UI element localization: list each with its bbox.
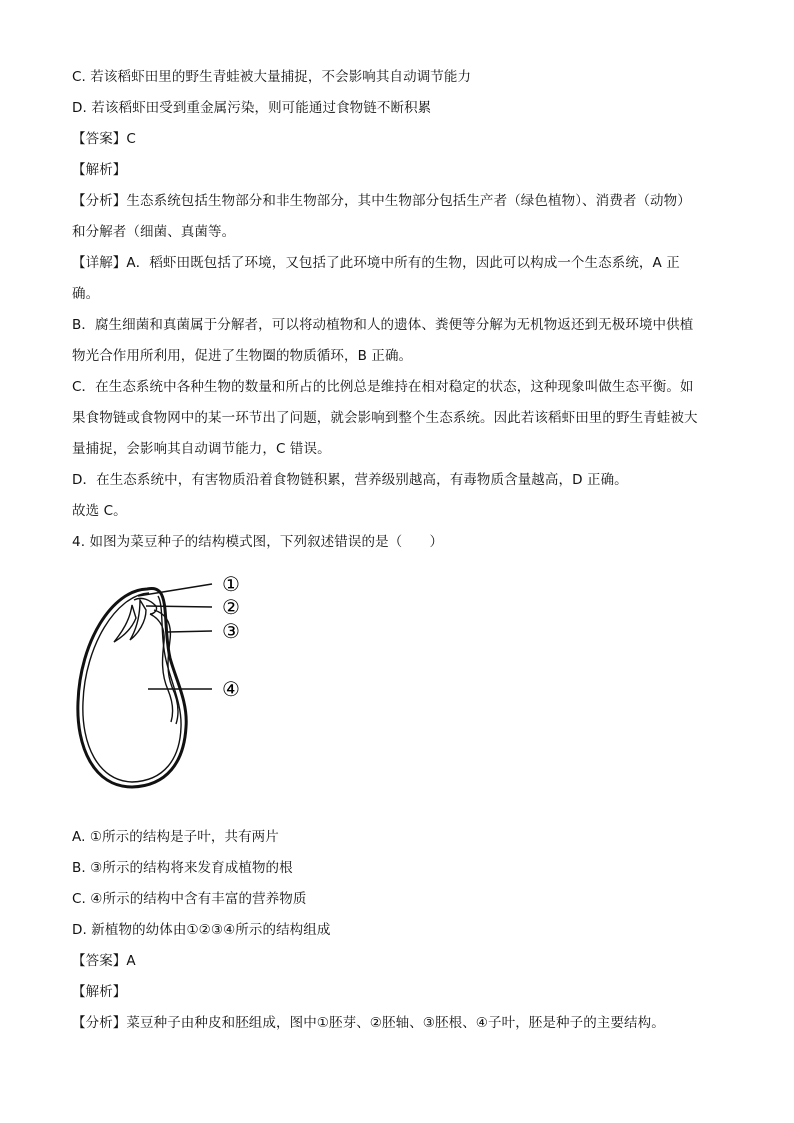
text-line: 确。 [72, 286, 100, 302]
label-4: ④ [222, 677, 240, 701]
text-line: 和分解者（细菌、真菌等。 [72, 224, 236, 240]
label-3: ③ [222, 619, 240, 643]
text-line: 量捕捉，会影响其自动调节能力，C 错误。 [72, 441, 331, 457]
text-line: 物光合作用所利用，促进了生物圈的物质循环，B 正确。 [72, 348, 413, 364]
text-line: 故选 C。 [72, 503, 127, 519]
option-line: A. ①所示的结构是子叶，共有两片 [72, 829, 279, 845]
label-1: ① [222, 572, 240, 596]
option-line: 【解析】 [72, 984, 127, 1000]
text-line: D．在生态系统中，有害物质沿着食物链积累，营养级别越高，有毒物质含量越高，D 正确。 [72, 472, 628, 488]
text-block-top [72, 62, 722, 558]
label-2: ② [222, 595, 240, 619]
text-line: 【详解】A．稻虾田既包括了环境，又包括了此环境中所有的生物，因此可以构成一个生态系统，A 正 [72, 255, 680, 271]
option-line: B. ③所示的结构将来发育成植物的根 [72, 860, 293, 876]
option-line: D. 新植物的幼体由①②③④所示的结构组成 [72, 922, 331, 938]
text-line: 【答案】C [72, 131, 136, 147]
document-page [72, 62, 722, 1039]
text-line: 4. 如图为菜豆种子的结构模式图，下列叙述错误的是（ ） [72, 534, 444, 550]
text-line: 果食物链或食物网中的某一环节出了问题，就会影响到整个生态系统。因此若该稻虾田里的野生青蛙被大 [72, 410, 698, 426]
text-line: C. 若该稻虾田里的野生青蛙被大量捕捉，不会影响其自动调节能力 [72, 69, 472, 85]
leader-line-2 [146, 606, 212, 607]
leader-line-3 [168, 631, 212, 632]
bean-seed-diagram [72, 562, 372, 812]
text-line: 【分析】生态系统包括生物部分和非生物部分，其中生物部分包括生产者（绿色植物）、消费者（动物） [72, 193, 691, 209]
text-line: C．在生态系统中各种生物的数量和所占的比例总是维持在相对稳定的状态，这种现象叫做生态平衡。如 [72, 379, 694, 395]
text-line: B．腐生细菌和真菌属于分解者，可以将动植物和人的遗体、粪便等分解为无机物返还到无极环境中供植 [72, 317, 694, 333]
bean-seed-figure [72, 562, 372, 812]
option-line: 【答案】A [72, 953, 136, 969]
option-line: C. ④所示的结构中含有丰富的营养物质 [72, 891, 307, 907]
option-line: 【分析】菜豆种子由种皮和胚组成，图中①胚芽、②胚轴、③胚根、④子叶，胚是种子的主要结构。 [72, 1015, 665, 1031]
text-line: D. 若该稻虾田受到重金属污染，则可能通过食物链不断积累 [72, 100, 432, 116]
text-line: 【解析】 [72, 162, 127, 178]
text-block-bottom [72, 822, 722, 1039]
